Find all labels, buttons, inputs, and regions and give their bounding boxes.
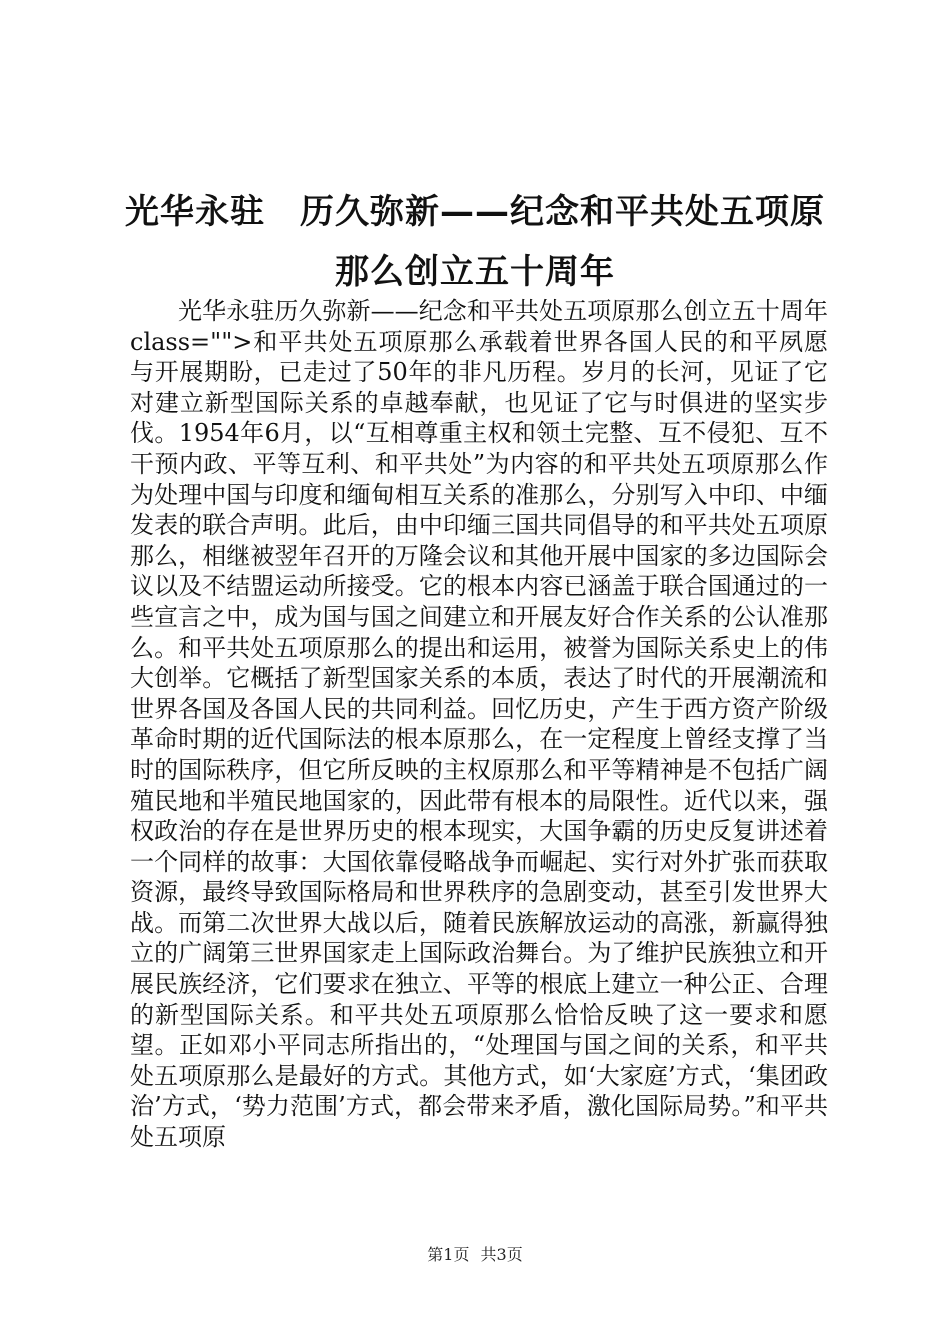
title-line-1: 光华永驻 历久弥新——纪念和平共处五项原 bbox=[125, 192, 825, 232]
page-footer bbox=[0, 1244, 950, 1266]
document-title bbox=[118, 182, 832, 302]
body-paragraph: 光华永驻历久弥新——纪念和平共处五项原那么创立五十周年class="">和平共处五项原那么承载着世界各国人民的和平夙愿与开展期盼，已走过了50年的非凡历程。岁月的长河，见证了它对建立新型国际关系的卓越奉献，也见证了它与时俱进的坚实步伐。1954年6月，以“互相尊重主权和领土完整、互不侵犯、互不干预内政、平等互利、和平共处”为内容的和平共处五项原那么作为处理中国与印度和缅甸相互关系的准那么，分别写入中印、中缅发表的联合声明。此后，由中印缅三国共同倡导的和平共处五项原那么，相继被翌年召开的万隆会议和其他开展中国家的多边国际会议以及不结盟运动所接受。它的根本内容已涵盖于联合国通过的一些宣言之中，成为国与国之间建立和开展友好合作关系的公认准那么。和平共处五项原那么的提出和运用，被誉为国际关系史上的伟大创举。它概括了新型国家关系的本质，表达了时代的开展潮流和世界各国及各国人民的共同利益。回忆历史，产生于西方资产阶级革命时期的近代国际法的根本原那么，在一定程度上曾经支撑了当时的国际秩序，但它所反映的主权原那么和平等精神是不包括广阔殖民地和半殖民地国家的，因此带有根本的局限性。近代以来，强权政治的存在是世界历史的根本现实，大国争霸的历史反复讲述着一个同样的故事：大国依靠侵略战争而崛起、实行对外扩张而获取资源，最终导致国际格局和世界秩序的急剧变动，甚至引发世界大战。而第二次世界大战以后，随着民族解放运动的高涨，新赢得独立的广阔第三世界国家走上国际政治舞台。为了维护民族独立和开展民族经济，它们要求在独立、平等的根底上建立一种公正、合理的新型国际关系。和平共处五项原那么恰恰反映了这一要求和愿望。正如邓小平同志所指出的，“处理国与国之间的关系，和平共处五项原那么是最好的方式。其他方式，如‘大家庭’方式，‘集团政治’方式，‘势力范围’方式，都会带来矛盾，激化国际局势。”和平共处五项原 bbox=[130, 297, 828, 1152]
page-total: 共3页 bbox=[480, 1245, 523, 1264]
title-line-2: 那么创立五十周年 bbox=[335, 252, 615, 292]
page-number: 第1页 bbox=[427, 1245, 470, 1264]
